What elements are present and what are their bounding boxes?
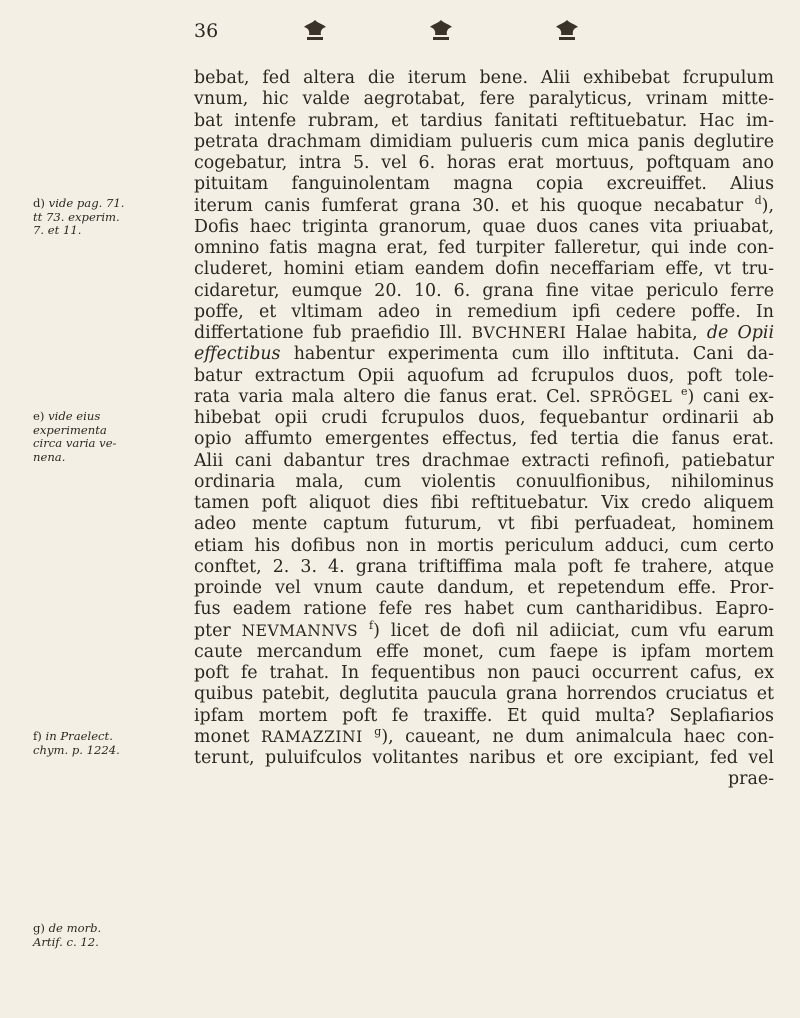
text-line: cluderet, homini etiam eandem dofin neceffariam effe, vt tru- — [194, 259, 774, 280]
text-line: quibus patebit, deglutita paucula grana horrendos cruciatus et — [194, 684, 774, 705]
text-line: pter NEVMANNVS $^f$) licet de dofi nil adiiciat, cum vfu earum — [194, 618, 775, 641]
text-line: differtatione fub praefidio Ill. BVCHNERI Halae habita, de Opii — [194, 323, 775, 343]
text-line: cidaretur, eumque 20. 10. 6. grana fine vitae periculo ferre — [194, 280, 774, 301]
text-line: iterum canis fumferat grana 30. et his quoque necabatur $^d$), — [194, 193, 774, 216]
footnote-ref: f — [369, 618, 374, 632]
footnote-ref: d — [754, 193, 762, 207]
author-name: BVCHNERI — [471, 324, 567, 342]
margin-note-f: f) in Praelect. chym. p. 1224. — [33, 729, 120, 757]
margin-note-e: e) vide eius experimenta circa varia ve- nena. — [33, 409, 117, 464]
text-line: fus eadem ratione fefe res habet cum cantharidibus. Eapro- — [194, 599, 774, 620]
text-line: rata varia mala altero die fanus erat. Cel. SPRÖGEL $^e$) cani ex- — [194, 384, 775, 407]
text-line: monet RAMAZZINI $^g$), caueant, ne dum animalcula haec con- — [194, 724, 775, 747]
text-line: bat intenfe rubram, et tardius fanitati reftituebatur. Hac im- — [194, 110, 774, 131]
text-line: cogebatur, intra 5. vel 6. horas erat mortuus, poftquam ano — [194, 153, 774, 173]
text-line: tamen poft aliquot dies fibi reftituebatur. Vix credo aliquem — [194, 493, 774, 513]
catchword: prae- — [728, 769, 774, 790]
margin-note-g: g) de morb. Artif. c. 12. — [33, 921, 102, 949]
text-line: vnum, hic valde aegrotabat, fere paralyticus, vrinam mitte- — [194, 89, 774, 110]
text-line: caute mercandum effe monet, cum faepe is ipfam mortem — [194, 641, 774, 662]
page-number: 36 — [194, 20, 219, 42]
main-text — [194, 68, 774, 791]
footnote-ref: g — [374, 724, 382, 738]
author-name: RAMAZZINI — [260, 727, 363, 746]
text-line: etiam his dofibus non in mortis periculum adduci, cum certo — [194, 535, 774, 556]
text-line: pituitam fanguinolentam magna copia excreuiffet. Alius — [194, 174, 774, 195]
author-name: SPRÖGEL — [589, 387, 673, 406]
text-line: conftet, 2. 3. 4. grana triftiffima mala poft fe trahere, atque — [194, 556, 774, 577]
text-line: ipfam mortem poft fe traxiffe. Et quid multa? Seplafiarios — [194, 705, 774, 726]
margin-notes — [0, 0, 194, 1018]
text-line: effectibus habentur experimenta cum illo inftituta. Cani da- — [194, 344, 775, 365]
footnote-ref: e — [680, 384, 688, 398]
ornament-icon — [302, 18, 328, 42]
text-line: terunt, puluifculos volitantes naribus et ore excipiant, fed vel — [194, 748, 774, 768]
ornament-icon — [428, 18, 454, 42]
text-line: opio affumto emergentes effectus, fed tertia die fanus erat. — [194, 429, 774, 450]
margin-note-d: d) vide pag. 71. tt 73. experim. 7. et 11. — [33, 196, 125, 237]
text-line: poft fe trahat. In fequentibus non pauci occurrent cafus, ex — [194, 663, 774, 683]
text-line: adeo mente captum futurum, vt fibi perfuadeat, hominem — [194, 514, 774, 535]
text-line: bebat, fed altera die iterum bene. Alii exhibebat fcrupulum — [194, 68, 774, 88]
author-name: NEVMANNVS — [241, 621, 359, 640]
text-line: proinde vel vnum caute dandum, et repetendum effe. Pror- — [194, 578, 774, 598]
text-line: petrata drachmam dimidiam pulueris cum mica panis deglutire — [194, 131, 774, 152]
ornament-icon — [554, 18, 580, 42]
text-line: Alii cani dabantur tres drachmae extracti refinofi, patiebatur — [194, 450, 774, 471]
text-line: poffe, et vltimam adeo in remedium ipfi cedere poffe. In — [194, 301, 774, 322]
text-line: hibebat opii crudi fcrupulos duos, fequebantur ordinarii ab — [194, 408, 774, 428]
text-line: batur extractum Opii aquofum ad fcrupulos duos, poft tole- — [194, 365, 774, 386]
text-line: omnino fatis magna erat, fed turpiter falleretur, qui inde con- — [194, 238, 774, 258]
text-line: ordinaria mala, cum violentis conuulfionibus, nihilominus — [194, 471, 774, 492]
text-line: Dofis haec triginta granorum, quae duos canes vita priuabat, — [194, 216, 774, 237]
